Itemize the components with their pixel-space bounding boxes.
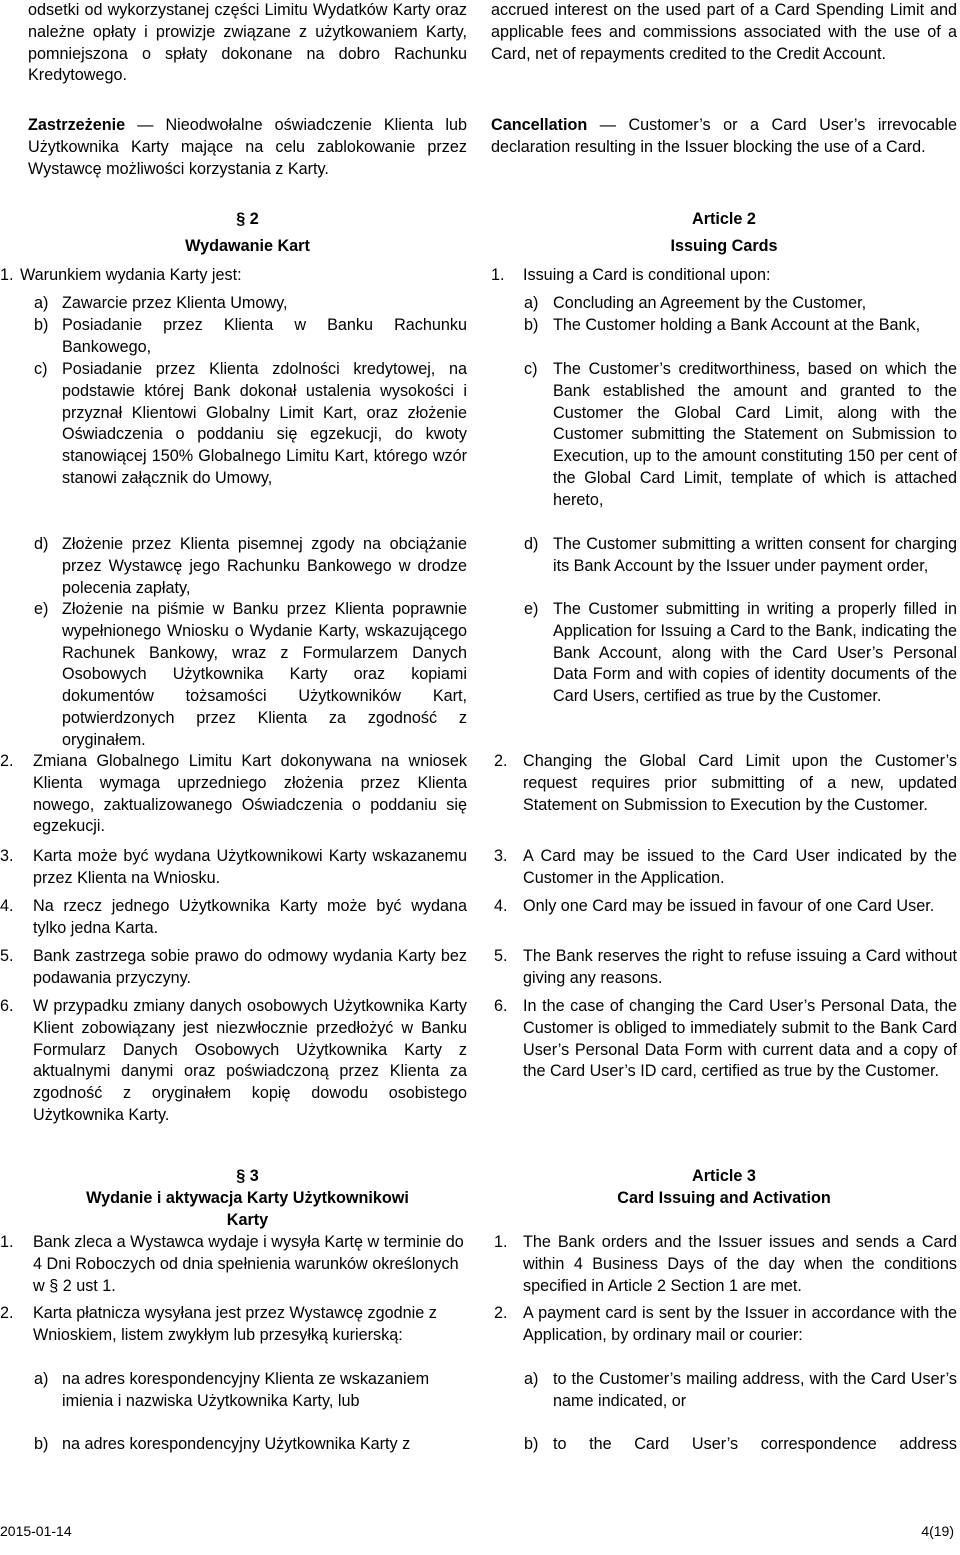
clause-2-6 [0,996,467,1127]
section-3-title-line2: Karty [226,1211,269,1229]
clause-number: 6. [494,997,508,1015]
section-3-title-line1: Wydanie i aktywacja Karty Użytkownikowi [86,1189,409,1207]
item-text: Posiadanie przez Klienta zdolności kredytowej, na podstawie której Bank dokonał ustalenia wysokości i przyznał Klientowi Globalny Limit Kart, oraz złożenie Oświadczenia o poddaniu się egzekucji, do kwoty stanowiącej 150% Globalnego Limitu Kart, którego wzór stanowi załącznik do Umowy, [62,360,467,487]
item-text: Concluding an Agreement by the Customer, [553,294,867,312]
clause-text: Bank zleca a Wystawca wydaje i wysyła Kartę w terminie do 4 Dni Roboczych od dnia spełnienia warunków określonych w § 2 ust 1. [33,1233,464,1295]
clause-2-1-d [491,534,957,578]
clause-2-5 [491,946,957,990]
clause-number: 2. [0,752,14,770]
footer-page-number: 4(19) [921,1523,954,1539]
clause-text: Bank zastrzega sobie prawo do odmowy wydania Karty bez podawania przyczyny. [33,947,467,987]
clause-text: Only one Card may be issued in favour of one Card User. [523,897,935,915]
item-text: na adres korespondencyjny Klienta ze wskazaniem imienia i nazwiska Użytkownika Karty, lub [62,1370,430,1410]
article-2-mark: Article 2 [692,210,756,228]
item-letter: a) [34,1370,49,1388]
clause-text: The Bank orders and the Issuer issues and sends a Card within 4 Business Days of the day when the conditions specified in Article 2 Section 1 are met. [523,1233,957,1295]
item-text: Złożenie przez Klienta pisemnej zgody na obciążanie przez Wystawcę jego Rachunku Bankowego w drodze polecenia zapłaty, [62,535,467,597]
clause-2-1-d [28,534,467,599]
clause-3-1 [0,1232,467,1297]
clause-number: 3. [0,847,14,865]
item-letter: c) [524,360,538,378]
clause-3-2 [0,1303,467,1347]
clause-number: 2. [0,1304,14,1322]
clause-2-2 [491,751,957,816]
clause-text: Na rzecz jednego Użytkownika Karty może być wydana tylko jedna Karta. [33,897,467,937]
clause-text: In the case of changing the Card User’s Personal Data, the Customer is obliged to immediately submit to the Bank Card User’s Personal Data Form with current data and a copy of the Card User’s ID card, certified as true by the Customer. [523,997,957,1081]
clause-2-1-e [28,599,467,752]
item-letter: a) [34,294,49,312]
clause-2-1 [0,265,467,287]
item-letter: d) [524,535,539,553]
clause-3-2-a [491,1369,957,1413]
item-letter: c) [34,360,48,378]
definition-text: Customer’s or a Card User’s irrevocable declaration resulting in the Issuer blocking the use of a Card. [491,116,958,156]
clause-text: W przypadku zmiany danych osobowych Użytkownika Karty Klient zobowiązany jest niezwłocznie przedłożyć w Banku Formularz Danych Osobowych Użytkownika Karty z aktualnymi danymi oraz poświadczoną przez Klienta za zgodność z oryginałem kopię dowodu osobistego Użytkownika Karty. [33,997,467,1124]
footer-date: 2015-01-14 [0,1523,72,1539]
item-text: to the Card User’s correspondence address [553,1435,957,1453]
clause-number: 1. [494,1233,508,1251]
clause-number: 3. [494,847,508,865]
clause-2-1 [491,265,957,287]
clause-2-4 [491,896,957,918]
item-text: The Customer submitting in writing a properly filled in Application for Issuing a Card to the Bank, indicating the Bank Account, along with the Card User’s Personal Data Form and with copies of identity documents of the Card Users, certified as true by the Customer. [553,600,957,706]
clause-2-6 [491,996,957,1083]
definition-term: Cancellation [491,116,588,134]
item-letter: d) [34,535,49,553]
item-text: to the Customer’s mailing address, with the Card User’s name indicated, or [553,1370,957,1410]
item-text: The Customer’s creditworthiness, based on which the Bank established the amount and granted to the Customer the Global Card Limit, along with the Customer submitting the Statement on Submission to Execution, up to the amount constituting 150 per cent of the Global Card Limit, template of which is attached hereto, [553,360,957,509]
clause-2-1-b [28,315,467,359]
item-letter: b) [34,1435,49,1453]
definition-term: Zastrzeżenie [28,116,126,134]
clause-number: 4. [0,897,14,915]
clause-3-2-a [28,1369,467,1413]
item-text: The Customer submitting a written consent for charging its Bank Account by the Issuer under payment order, [553,535,957,575]
intro-paragraph: odsetki od wykorzystanej części Limitu Wydatków Karty oraz należne opłaty i prowizje związane z użytkowaniem Karty, pomniejszona o spłaty dokonane na dobro Rachunku Kredytowego. [28,1,467,85]
clause-number: 1. [0,1233,14,1251]
clause-3-2-b [28,1434,467,1456]
clause-3-1 [491,1232,957,1297]
clause-number: 2. [494,752,508,770]
item-letter: e) [524,600,539,618]
section-2-title: Wydawanie Kart [185,237,310,255]
clause-text: Changing the Global Card Limit upon the Customer’s request requires prior submitting of a new, updated Statement on Submission to Execution by the Customer. [523,752,957,814]
clause-2-3 [491,846,957,890]
clause-number: 4. [494,897,508,915]
clause-number: 6. [0,997,14,1015]
item-letter: e) [34,600,49,618]
clause-text: A Card may be issued to the Card User indicated by the Customer in the Application. [523,847,957,887]
definition-text: Nieodwołalne oświadczenie Klienta lub Użytkownika Karty mające na celu zablokowanie przez Wystawcę możliwości korzystania z Karty. [28,116,468,178]
clause-text: Issuing a Card is conditional upon: [523,266,771,284]
clause-text: A payment card is sent by the Issuer in accordance with the Application, by ordinary mail or courier: [523,1304,957,1344]
item-letter: b) [524,1435,539,1453]
clause-text: Zmiana Globalnego Limitu Kart dokonywana na wniosek Klienta wymaga uprzedniego złożenia przez Klienta nowego, zaktualizowanego Oświadczenia o poddaniu się egzekucji. [33,752,467,836]
clause-text: Karta płatnicza wysyłana jest przez Wystawcę zgodnie z Wnioskiem, listem zwykłym lub przesyłką kurierską: [33,1304,437,1344]
clause-2-1-a [28,293,467,315]
clause-number: 5. [0,947,14,965]
clause-text: The Bank reserves the right to refuse issuing a Card without giving any reasons. [523,947,957,987]
clause-text: Karta może być wydana Użytkownikowi Karty wskazanemu przez Klienta na Wniosku. [33,847,467,887]
item-letter: b) [524,316,539,334]
clause-2-1-c [491,359,957,512]
clause-2-2 [0,751,467,838]
item-text: The Customer holding a Bank Account at the Bank, [553,316,921,334]
item-letter: a) [524,1370,539,1388]
definition-dash: — [599,116,616,134]
article-3-title: Card Issuing and Activation [617,1189,831,1207]
article-2-title: Issuing Cards [670,237,778,255]
item-text: Złożenie na piśmie w Banku przez Klienta poprawnie wypełnionego Wniosku o Wydanie Karty, wskazującego Rachunek Bankowy, wraz z Formularzem Danych Osobowych Użytkownika Karty oraz kopiami dokumentów tożsamości Użytkowników Kart, potwierdzonych przez Klienta za zgodność z oryginałem. [62,600,467,749]
clause-number: 1. [0,266,14,284]
clause-number: 1. [491,266,505,284]
article-3-mark: Article 3 [692,1167,756,1185]
clause-2-3 [0,846,467,890]
definition-dash: — [137,116,154,134]
item-text: na adres korespondencyjny Użytkownika Karty z [62,1435,411,1453]
definition-paragraph [28,115,467,180]
clause-text: Warunkiem wydania Karty jest: [20,266,242,284]
item-text: Posiadanie przez Klienta w Banku Rachunku Bankowego, [62,316,467,356]
clause-number: 5. [494,947,508,965]
clause-2-1-b [491,315,957,337]
clause-2-1-c [28,359,467,490]
item-letter: b) [34,316,49,334]
clause-2-1-a [491,293,957,315]
clause-number: 2. [494,1304,508,1322]
definition-paragraph [491,115,957,159]
clause-2-4 [0,896,467,940]
clause-3-2 [491,1303,957,1347]
clause-2-1-e [491,599,957,708]
item-text: Zawarcie przez Klienta Umowy, [62,294,288,312]
item-letter: a) [524,294,539,312]
clause-2-5 [0,946,467,990]
section-2-mark: § 2 [236,210,259,228]
intro-paragraph: accrued interest on the used part of a Card Spending Limit and applicable fees and commissions associated with the use of a Card, net of repayments credited to the Credit Account. [491,1,957,63]
section-3-mark: § 3 [236,1167,259,1185]
clause-3-2-b [491,1434,957,1456]
